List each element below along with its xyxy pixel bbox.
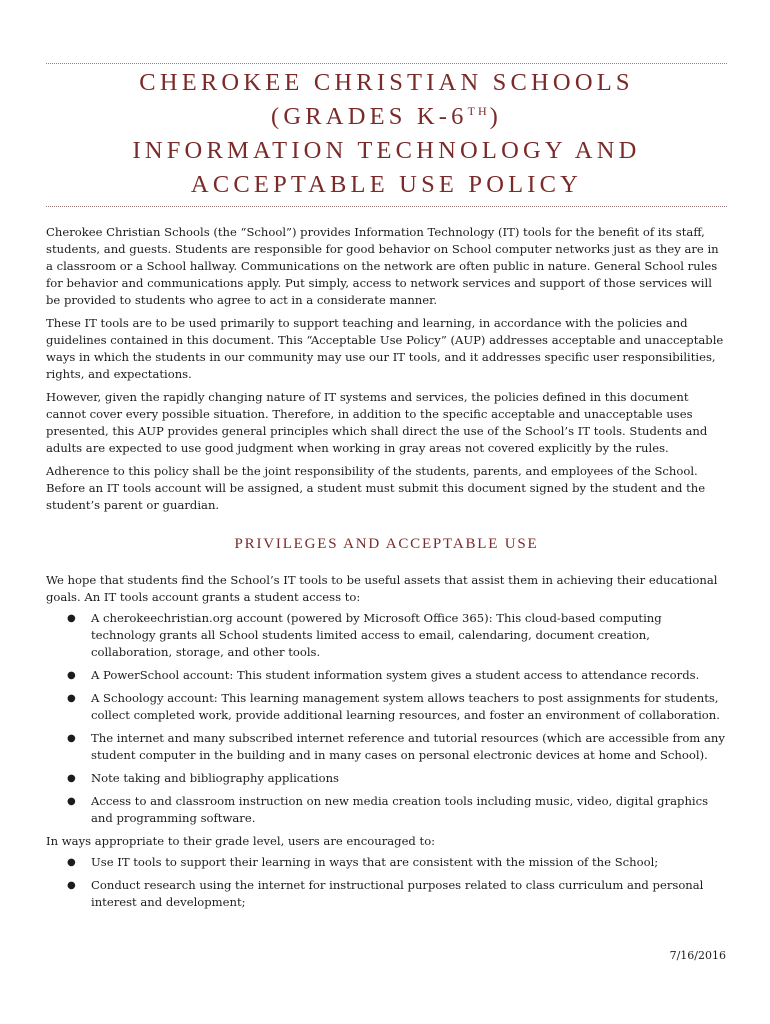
bullet-icon: ● [67, 670, 76, 681]
intro-paragraph-1: Cherokee Christian Schools (the “School”) provides Information Technology (IT) tools for the benefit of its staff, students, and guests. Students are responsible for good behavior on School computer networks just as they are in a classroom or a School hallway. Communications on the network are often public in nature. General School rules for behavior and communications apply. Put simply, access to network services and support of those services will be provided to students who agree to act in a considerate manner. [46, 225, 719, 307]
title-line-2 [46, 100, 727, 134]
intro-paragraph-3: However, given the rapidly changing nature of IT systems and services, the policies defined in this document cannot cover every possible situation. Therefore, in addition to the specific acceptable and unacceptable uses presented, this AUP provides general principles which shall direct the use of the School’s IT tools. Students and adults are expected to use good judgment when working in gray areas not covered explicitly by the rules. [46, 390, 708, 455]
title-superscript: TH [467, 103, 490, 118]
list-item: ● A PowerSchool account: This student information system gives a student access to attendance records. [67, 668, 700, 682]
list-item: ● Note taking and bibliography applications [67, 771, 339, 785]
title-line-2-suffix: ) [489, 103, 502, 130]
title-bottom-rule [46, 206, 727, 207]
access-list [46, 610, 727, 827]
title-line-3: INFORMATION TECHNOLOGY AND [132, 137, 641, 164]
bullet-icon: ● [67, 693, 76, 704]
title-line-2-prefix: (GRADES K-6 [271, 103, 468, 130]
list-item: ● A cherokeechristian.org account (powered by Microsoft Office 365): This cloud-based computing technology grants all School students limited access to email, calendaring, document creation, collaboration, storage, and other tools. [67, 611, 662, 659]
intro-paragraph-2: These IT tools are to be used primarily to support teaching and learning, in accordance with the policies and guidelines contained in this document. This “Acceptable Use Policy” (AUP) addresses acceptable and unacceptable ways in which the students in our community may use our IT tools, and it addresses specific user responsibilities, rights, and expectations. [46, 316, 724, 381]
list-item: ● Access to and classroom instruction on new media creation tools including music, video, digital graphics and programming software. [67, 794, 709, 825]
page-title [46, 66, 727, 202]
list-item: ● A Schoology account: This learning management system allows teachers to post assignments for students, collect completed work, provide additional learning resources, and foster an environment of collaboration. [67, 691, 720, 722]
footer-date: 7/16/2016 [669, 949, 726, 962]
list-item: ● Use IT tools to support their learning in ways that are consistent with the mission of the School; [67, 855, 659, 869]
bullet-icon: ● [67, 773, 76, 784]
bullet-icon: ● [67, 857, 76, 868]
title-line-1: CHEROKEE CHRISTIAN SCHOOLS [139, 69, 634, 96]
bullet-icon: ● [67, 613, 76, 624]
bullet-icon: ● [67, 796, 76, 807]
top-rule [46, 63, 727, 64]
list-item: ● Conduct research using the internet for instructional purposes related to class curriculum and personal interest and development; [67, 878, 704, 909]
bullet-icon: ● [67, 733, 76, 744]
section-lead: We hope that students find the School’s IT tools to be useful assets that assist them in achieving their educational goals. An IT tools account grants a student access to: [46, 573, 718, 604]
title-line-4: ACCEPTABLE USE POLICY [190, 171, 583, 198]
section-lead-2: In ways appropriate to their grade level, users are encouraged to: [46, 834, 436, 848]
list-item: ● The internet and many subscribed internet reference and tutorial resources (which are accessible from any student computer in the building and in many cases on personal electronic devices at home and School). [67, 731, 725, 762]
intro-paragraph-4: Adherence to this policy shall be the joint responsibility of the students, parents, and employees of the School. Before an IT tools account will be assigned, a student must submit this document signed by the student and the student’s parent or guardian. [46, 464, 706, 512]
encouraged-list [46, 854, 727, 911]
document-body [46, 224, 727, 917]
section-heading: PRIVILEGES AND ACCEPTABLE USE [234, 536, 539, 552]
bullet-icon: ● [67, 880, 76, 891]
